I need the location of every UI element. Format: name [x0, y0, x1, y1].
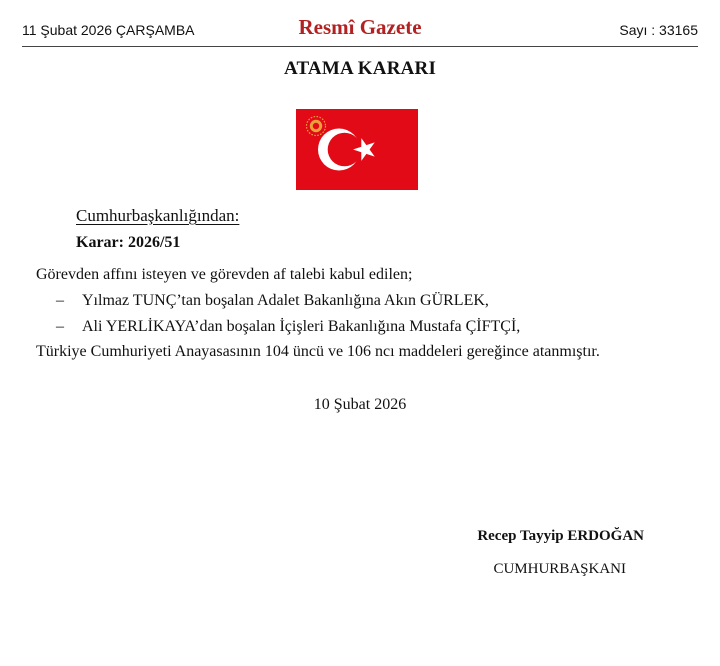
decision-number: Karar: 2026/51 [76, 234, 181, 251]
appointment-text: Ali YERLİKAYA’dan boşalan İçişleri Bakanlığına Mustafa ÇİFTÇİ, [82, 318, 521, 335]
publication-title: Resmî Gazete [298, 15, 422, 39]
turkish-flag-with-presidential-seal-icon [296, 109, 418, 190]
appointment-text: Yılmaz TUNÇ’tan boşalan Adalet Bakanlığına Akın GÜRLEK, [82, 292, 489, 309]
appointment-item [56, 292, 489, 310]
appointment-item [56, 318, 520, 336]
decision-conclusion: Türkiye Cumhuriyeti Anayasasının 104 üncü ve 106 ncı maddeleri gereğince atanmıştır. [36, 343, 600, 360]
gazette-header [22, 14, 698, 46]
signatory-name: Recep Tayyip ERDOĞAN [477, 528, 644, 544]
list-dash: – [56, 318, 64, 335]
header-divider [22, 46, 698, 47]
issue-date: 11 Şubat 2026 ÇARŞAMBA [22, 22, 195, 38]
decision-intro: Görevden affını isteyen ve görevden af talebi kabul edilen; [36, 266, 413, 283]
list-dash: – [56, 292, 64, 309]
signatory-title: CUMHURBAŞKANI [493, 561, 626, 577]
document-title: ATAMA KARARI [283, 58, 437, 79]
issue-number: Sayı : 33165 [619, 22, 698, 38]
issuer-heading: Cumhurbaşkanlığından: [76, 206, 240, 225]
signing-date: 10 Şubat 2026 [313, 396, 407, 413]
